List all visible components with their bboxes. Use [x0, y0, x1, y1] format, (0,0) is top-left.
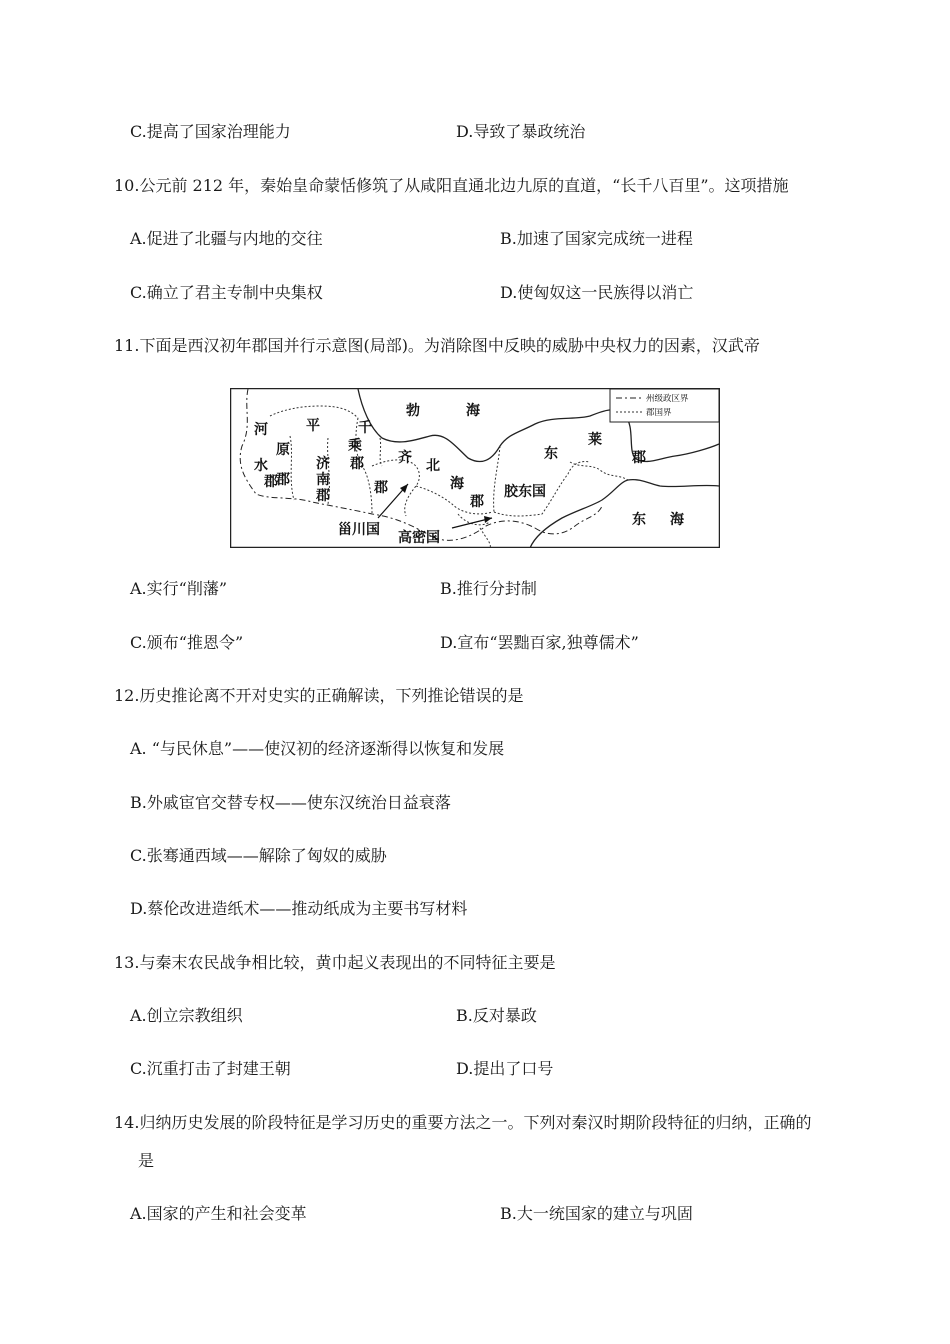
q11-option-a: A.实行“削藩” [130, 579, 228, 598]
label-jun5: 郡 [374, 480, 388, 496]
label-qi: 齐 [398, 450, 412, 466]
label-bo: 勃 [406, 403, 420, 419]
question-14-stem: 14.归纳历史发展的阶段特征是学习历史的重要方法之一。下列对秦汉时期阶段特征的归纳，正确的 [114, 1113, 812, 1132]
label-qian: 千 [358, 420, 372, 436]
label-hai3: 海 [670, 512, 684, 528]
q13-option-b: B.反对暴政 [456, 1006, 537, 1025]
q11-option-d: D.宣布“罢黜百家,独尊儒术” [440, 633, 639, 652]
q13-option-c: C.沉重打击了封建王朝 [130, 1059, 291, 1078]
western-han-map [230, 388, 720, 548]
q12-option-b: B.外戚宦官交替专权——使东汉统治日益衰落 [130, 793, 451, 812]
q10-option-a: A.促进了北疆与内地的交往 [130, 229, 323, 248]
option-c: C.提高了国家治理能力 [130, 122, 291, 141]
label-ping: 平 [306, 418, 320, 434]
label-nan: 南 [316, 472, 330, 488]
label-hai2: 海 [450, 476, 464, 492]
q10-option-d: D.使匈奴这一民族得以消亡 [500, 283, 694, 302]
label-zichuan: 甾川国 [338, 522, 380, 538]
q14-option-b: B.大一统国家的建立与巩固 [500, 1204, 693, 1223]
question-11-stem: 11.下面是西汉初年郡国并行示意图(局部)。为消除图中反映的威胁中央权力的因素，汉武帝 [114, 336, 760, 355]
label-hai1: 海 [466, 403, 480, 419]
question-12-stem: 12.历史推论离不开对史实的正确解读，下列推论错误的是 [114, 686, 524, 705]
label-dong: 东 [544, 446, 558, 462]
q13-option-a: A.创立宗教组织 [130, 1006, 243, 1025]
label-jun1: 郡 [264, 474, 278, 490]
label-jun4: 郡 [350, 456, 364, 472]
label-jun6: 郡 [470, 494, 484, 510]
q14-option-a: A.国家的产生和社会变革 [130, 1204, 307, 1223]
label-shui: 水 [254, 458, 268, 474]
label-ji: 济 [316, 456, 330, 472]
label-jun2: 郡 [276, 472, 290, 488]
legend-commandery: 郡国界 [646, 408, 672, 418]
question-13-stem: 13.与秦末农民战争相比较，黄巾起义表现出的不同特征主要是 [114, 953, 556, 972]
label-jiaodong: 胶东国 [504, 484, 546, 500]
q10-option-c: C.确立了君主专制中央集权 [130, 283, 323, 302]
q13-option-d: D.提出了口号 [456, 1059, 554, 1078]
q12-option-c: C.张骞通西域——解除了匈奴的威胁 [130, 846, 387, 865]
q12-option-a: A. “与民休息”——使汉初的经济逐渐得以恢复和发展 [130, 739, 505, 758]
legend-state: 州级政区界 [646, 394, 689, 404]
q12-option-d: D.蔡伦改进造纸术——推动纸成为主要书写材料 [130, 899, 468, 918]
label-jun7: 郡 [632, 450, 646, 466]
label-cheng: 乘 [348, 438, 362, 454]
label-jun3: 郡 [316, 488, 330, 504]
label-lai: 莱 [588, 432, 602, 448]
label-yuan: 原 [276, 442, 290, 458]
q10-option-b: B.加速了国家完成统一进程 [500, 229, 693, 248]
q11-option-c: C.颁布“推恩令” [130, 633, 244, 652]
label-bei: 北 [426, 458, 440, 474]
q11-option-b: B.推行分封制 [440, 579, 537, 598]
label-dong2: 东 [632, 512, 646, 528]
question-14-stem-cont: 是 [138, 1151, 155, 1170]
label-gaomi: 高密国 [398, 530, 440, 546]
question-10-stem: 10.公元前 212 年，秦始皇命蒙恬修筑了从咸阳直通北边九原的直道，“长千八百里”。这项措施 [114, 176, 789, 195]
option-d: D.导致了暴政统治 [456, 122, 586, 141]
label-he: 河 [254, 422, 268, 438]
